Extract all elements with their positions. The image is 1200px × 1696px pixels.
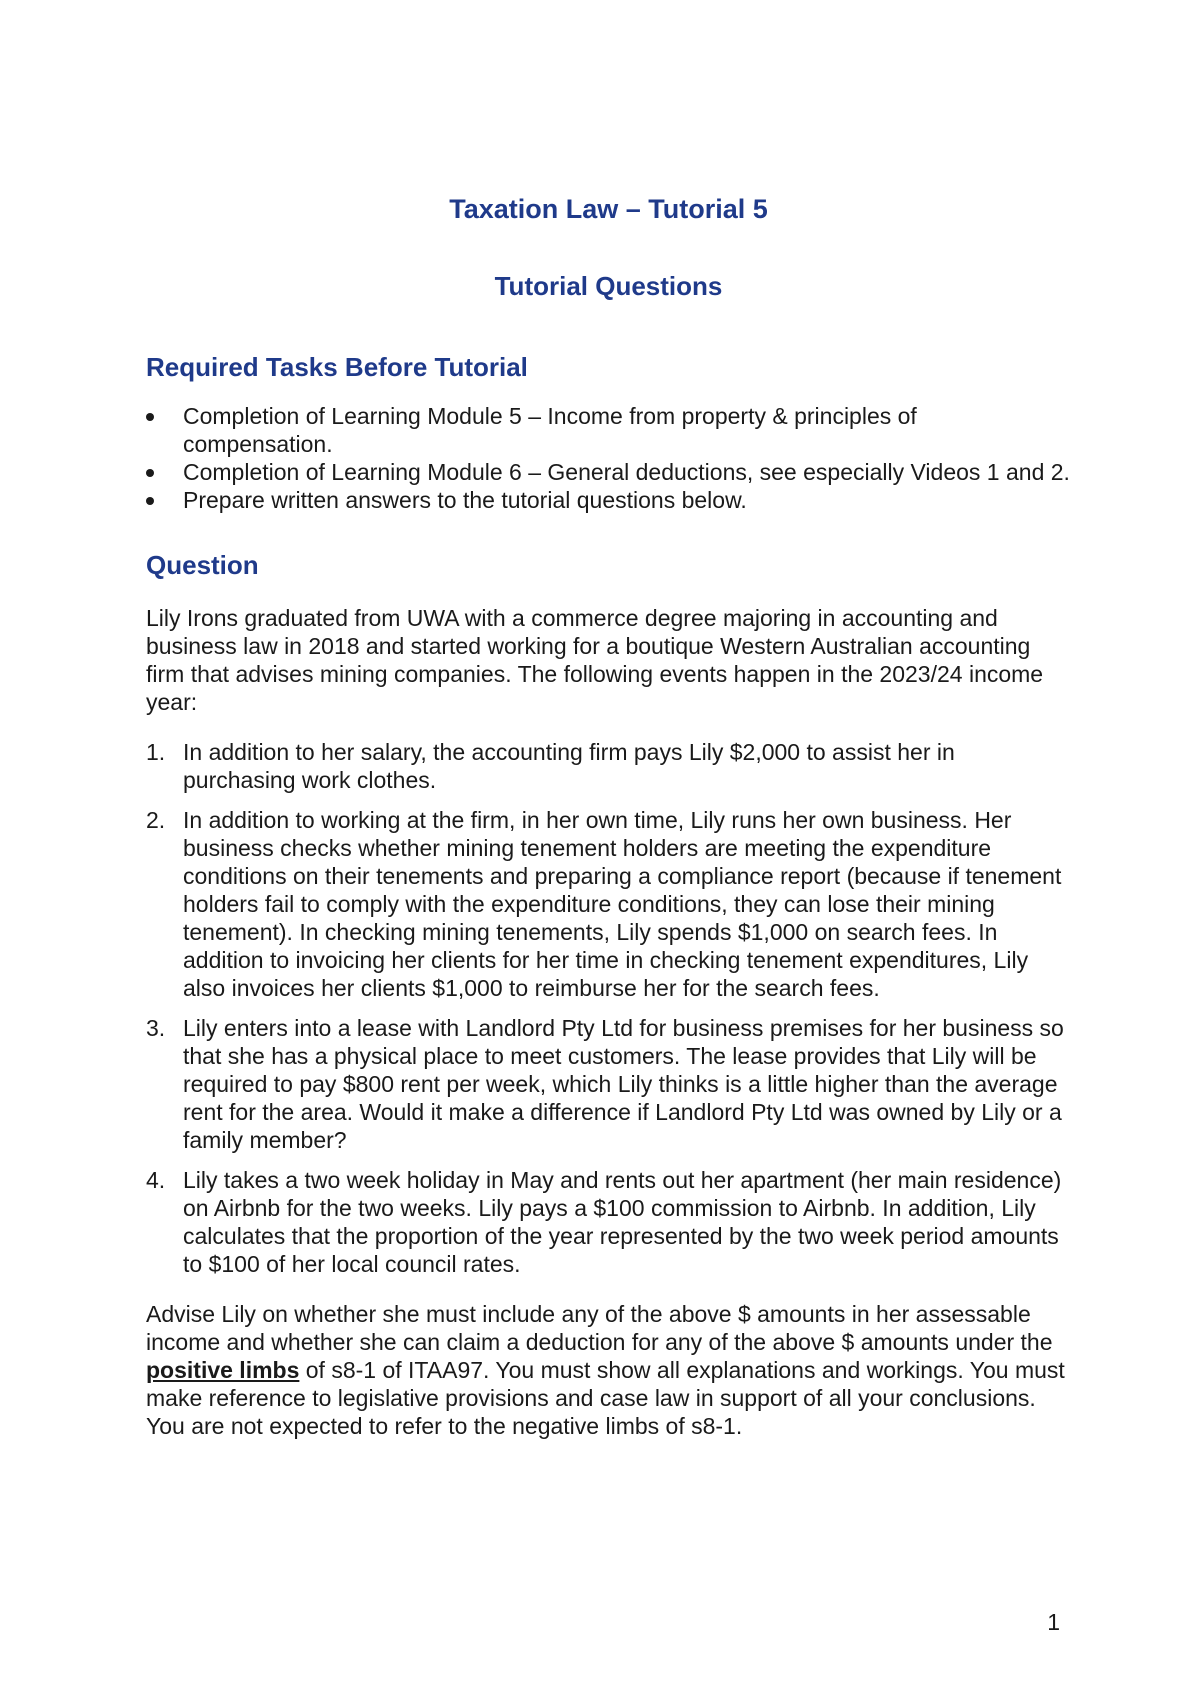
- bullet-icon: [146, 469, 154, 477]
- list-item: [146, 402, 1071, 458]
- list-item-text: Prepare written answers to the tutorial questions below.: [183, 487, 747, 513]
- advise-text-before: Advise Lily on whether she must include any of the above $ amounts in her assessable income and whether she can claim a deduction for any of the above $ amounts under the: [146, 1301, 1053, 1355]
- item-number: 1.: [146, 739, 166, 765]
- item-number: 3.: [146, 1015, 166, 1041]
- document-subtitle: Tutorial Questions: [494, 271, 723, 301]
- advise-text-after: of s8-1 of ITAA97. You must show all explanations and workings. You must make reference to legislative provisions and case law in support of all your conclusions. You are not expected to refer to the negative limbs of s8-1.: [146, 1357, 1065, 1439]
- list-item: [146, 1014, 1071, 1154]
- item-number: 2.: [146, 807, 166, 833]
- list-item-text: Completion of Learning Module 6 – General deductions, see especially Videos 1 and 2.: [183, 459, 1070, 485]
- item-number: 4.: [146, 1167, 166, 1193]
- required-tasks-list: [146, 402, 1071, 514]
- advise-paragraph: [146, 1300, 1071, 1440]
- list-item-text: In addition to working at the firm, in her own time, Lily runs her own business. Her business checks whether mining tenement holders are meeting the expenditure conditions on their tenements and preparing a compliance report (because if tenement holders fail to comply with the expenditure conditions, they can lose their mining tenement). In checking mining tenements, Lily spends $1,000 on search fees. In addition to invoicing her clients for her time in checking tenement expenditures, Lily also invoices her clients $1,000 to reimburse her for the search fees.: [183, 807, 1062, 1001]
- list-item-text: In addition to her salary, the accounting firm pays Lily $2,000 to assist her in purchasing work clothes.: [183, 739, 955, 793]
- page-number: 1: [1047, 1609, 1060, 1635]
- list-item: [146, 738, 1071, 794]
- list-item-text: Lily enters into a lease with Landlord Pty Ltd for business premises for her business so that she has a physical place to meet customers. The lease provides that Lily will be required to pay $800 rent per week, which Lily thinks is a little higher than the average rent for the area. Would it make a difference if Landlord Pty Ltd was owned by Lily or a family member?: [183, 1015, 1064, 1153]
- question-heading: Question: [146, 550, 259, 580]
- bullet-icon: [146, 413, 154, 421]
- list-item: [146, 806, 1071, 1002]
- list-item: [146, 458, 1071, 486]
- bullet-icon: [146, 497, 154, 505]
- list-item: [146, 1166, 1071, 1278]
- required-tasks-heading: Required Tasks Before Tutorial: [146, 352, 528, 382]
- list-item-text: Lily takes a two week holiday in May and rents out her apartment (her main residence) on Airbnb for the two weeks. Lily pays a $100 commission to Airbnb. In addition, Lily calculates that the proportion of the year represented by the two week period amounts to $100 of her local council rates.: [183, 1167, 1062, 1277]
- question-intro: Lily Irons graduated from UWA with a commerce degree majoring in accounting and business law in 2018 and started working for a boutique Western Australian accounting firm that advises mining companies. The following events happen in the 2023/24 income year:: [146, 605, 1044, 715]
- document-title: Taxation Law – Tutorial 5: [449, 194, 768, 224]
- document-body: [146, 190, 1071, 1440]
- list-item: [146, 486, 1071, 514]
- advise-emphasis: positive limbs: [146, 1357, 300, 1383]
- question-items-list: [146, 738, 1071, 1278]
- list-item-text: Completion of Learning Module 5 – Income from property & principles of compensation.: [183, 403, 917, 457]
